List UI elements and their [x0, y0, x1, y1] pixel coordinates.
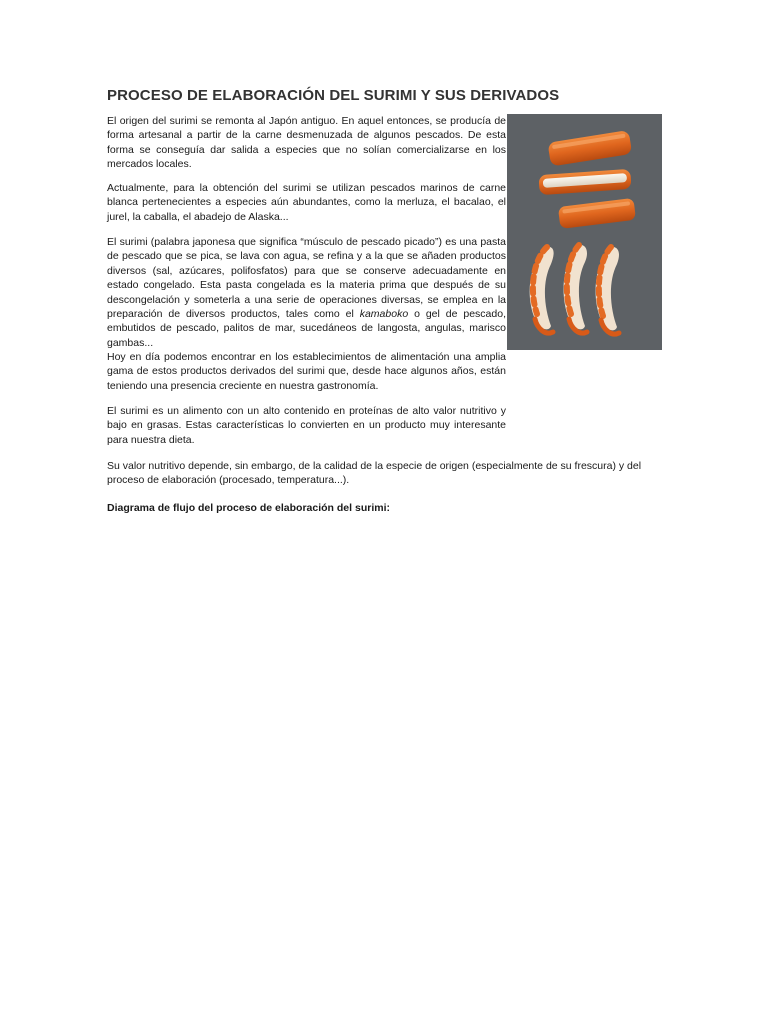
- paragraph-fish-species: Actualmente, para la obtención del surimi se utilizan pescados marinos de carne blanca pertenecientes a especies aún abundantes, como la merluza, el bacalao, el jurel, la caballa, el abadejo de Alaska...: [107, 182, 506, 223]
- paragraph-nutrition: El surimi es un alimento con un alto contenido en proteínas de alto valor nutritivo y bajo en grasas. Estas características lo convierten en un producto muy interesante para nuestra dieta.: [107, 405, 506, 446]
- surimi-stick-bottom: [558, 198, 636, 229]
- kamaboko-term: kamaboko: [359, 308, 409, 321]
- surimi-stick-top: [547, 130, 632, 167]
- surimi-shrimp-middle: [564, 245, 587, 333]
- surimi-shrimp-right: [596, 247, 619, 334]
- paragraph-nutritional-value: Su valor nutritivo depende, sin embargo, de la calidad de la especie de origen (especialmente de su frescura) y del proceso de elaboración (procesado, temperatura...).: [107, 460, 642, 487]
- surimi-shrimp-left: [530, 247, 554, 333]
- definition-text-start: El surimi (palabra japonesa que significa “músculo de pescado picado”) es una pasta de pescado que se pica, se lava con agua, se refina y a la que se añaden productos diversos (sal, azúcares, polifosfatos) para que se conserve adecuadamente en estado congelado. Esta pasta congelada es la materia prima que después de su descongelación y someterla a una serie de operaciones diversas, se emplea en la preparación de diversos productos, tales como el: [107, 236, 506, 321]
- page-title: PROCESO DE ELABORACIÓN DEL SURIMI Y SUS DERIVADOS: [107, 87, 560, 104]
- diagram-heading: Diagrama de flujo del proceso de elaboración del surimi:: [107, 502, 390, 514]
- definition-text-end: o gel de pescado, embutidos de pescado, palitos de mar, sucedáneos de langosta, angulas, marisco gambas...: [107, 308, 506, 349]
- paragraph-definition: [107, 235, 506, 350]
- surimi-products-image: [507, 114, 662, 350]
- surimi-illustration: [507, 114, 662, 350]
- surimi-stick-sliced: [538, 169, 631, 195]
- paragraph-origin: El origen del surimi se remonta al Japón antiguo. En aquel entonces, se producía de forma artesanal a partir de la carne desmenuzada de algunos pescados. De esta forma se conseguía dar salida a especies que no solían comercializarse en los mercados locales.: [107, 115, 506, 171]
- paragraph-availability: Hoy en día podemos encontrar en los establecimientos de alimentación una amplia gama de estos productos derivados del surimi que, desde hace algunos años, están teniendo una presencia creciente en nuestra gastronomía.: [107, 351, 506, 392]
